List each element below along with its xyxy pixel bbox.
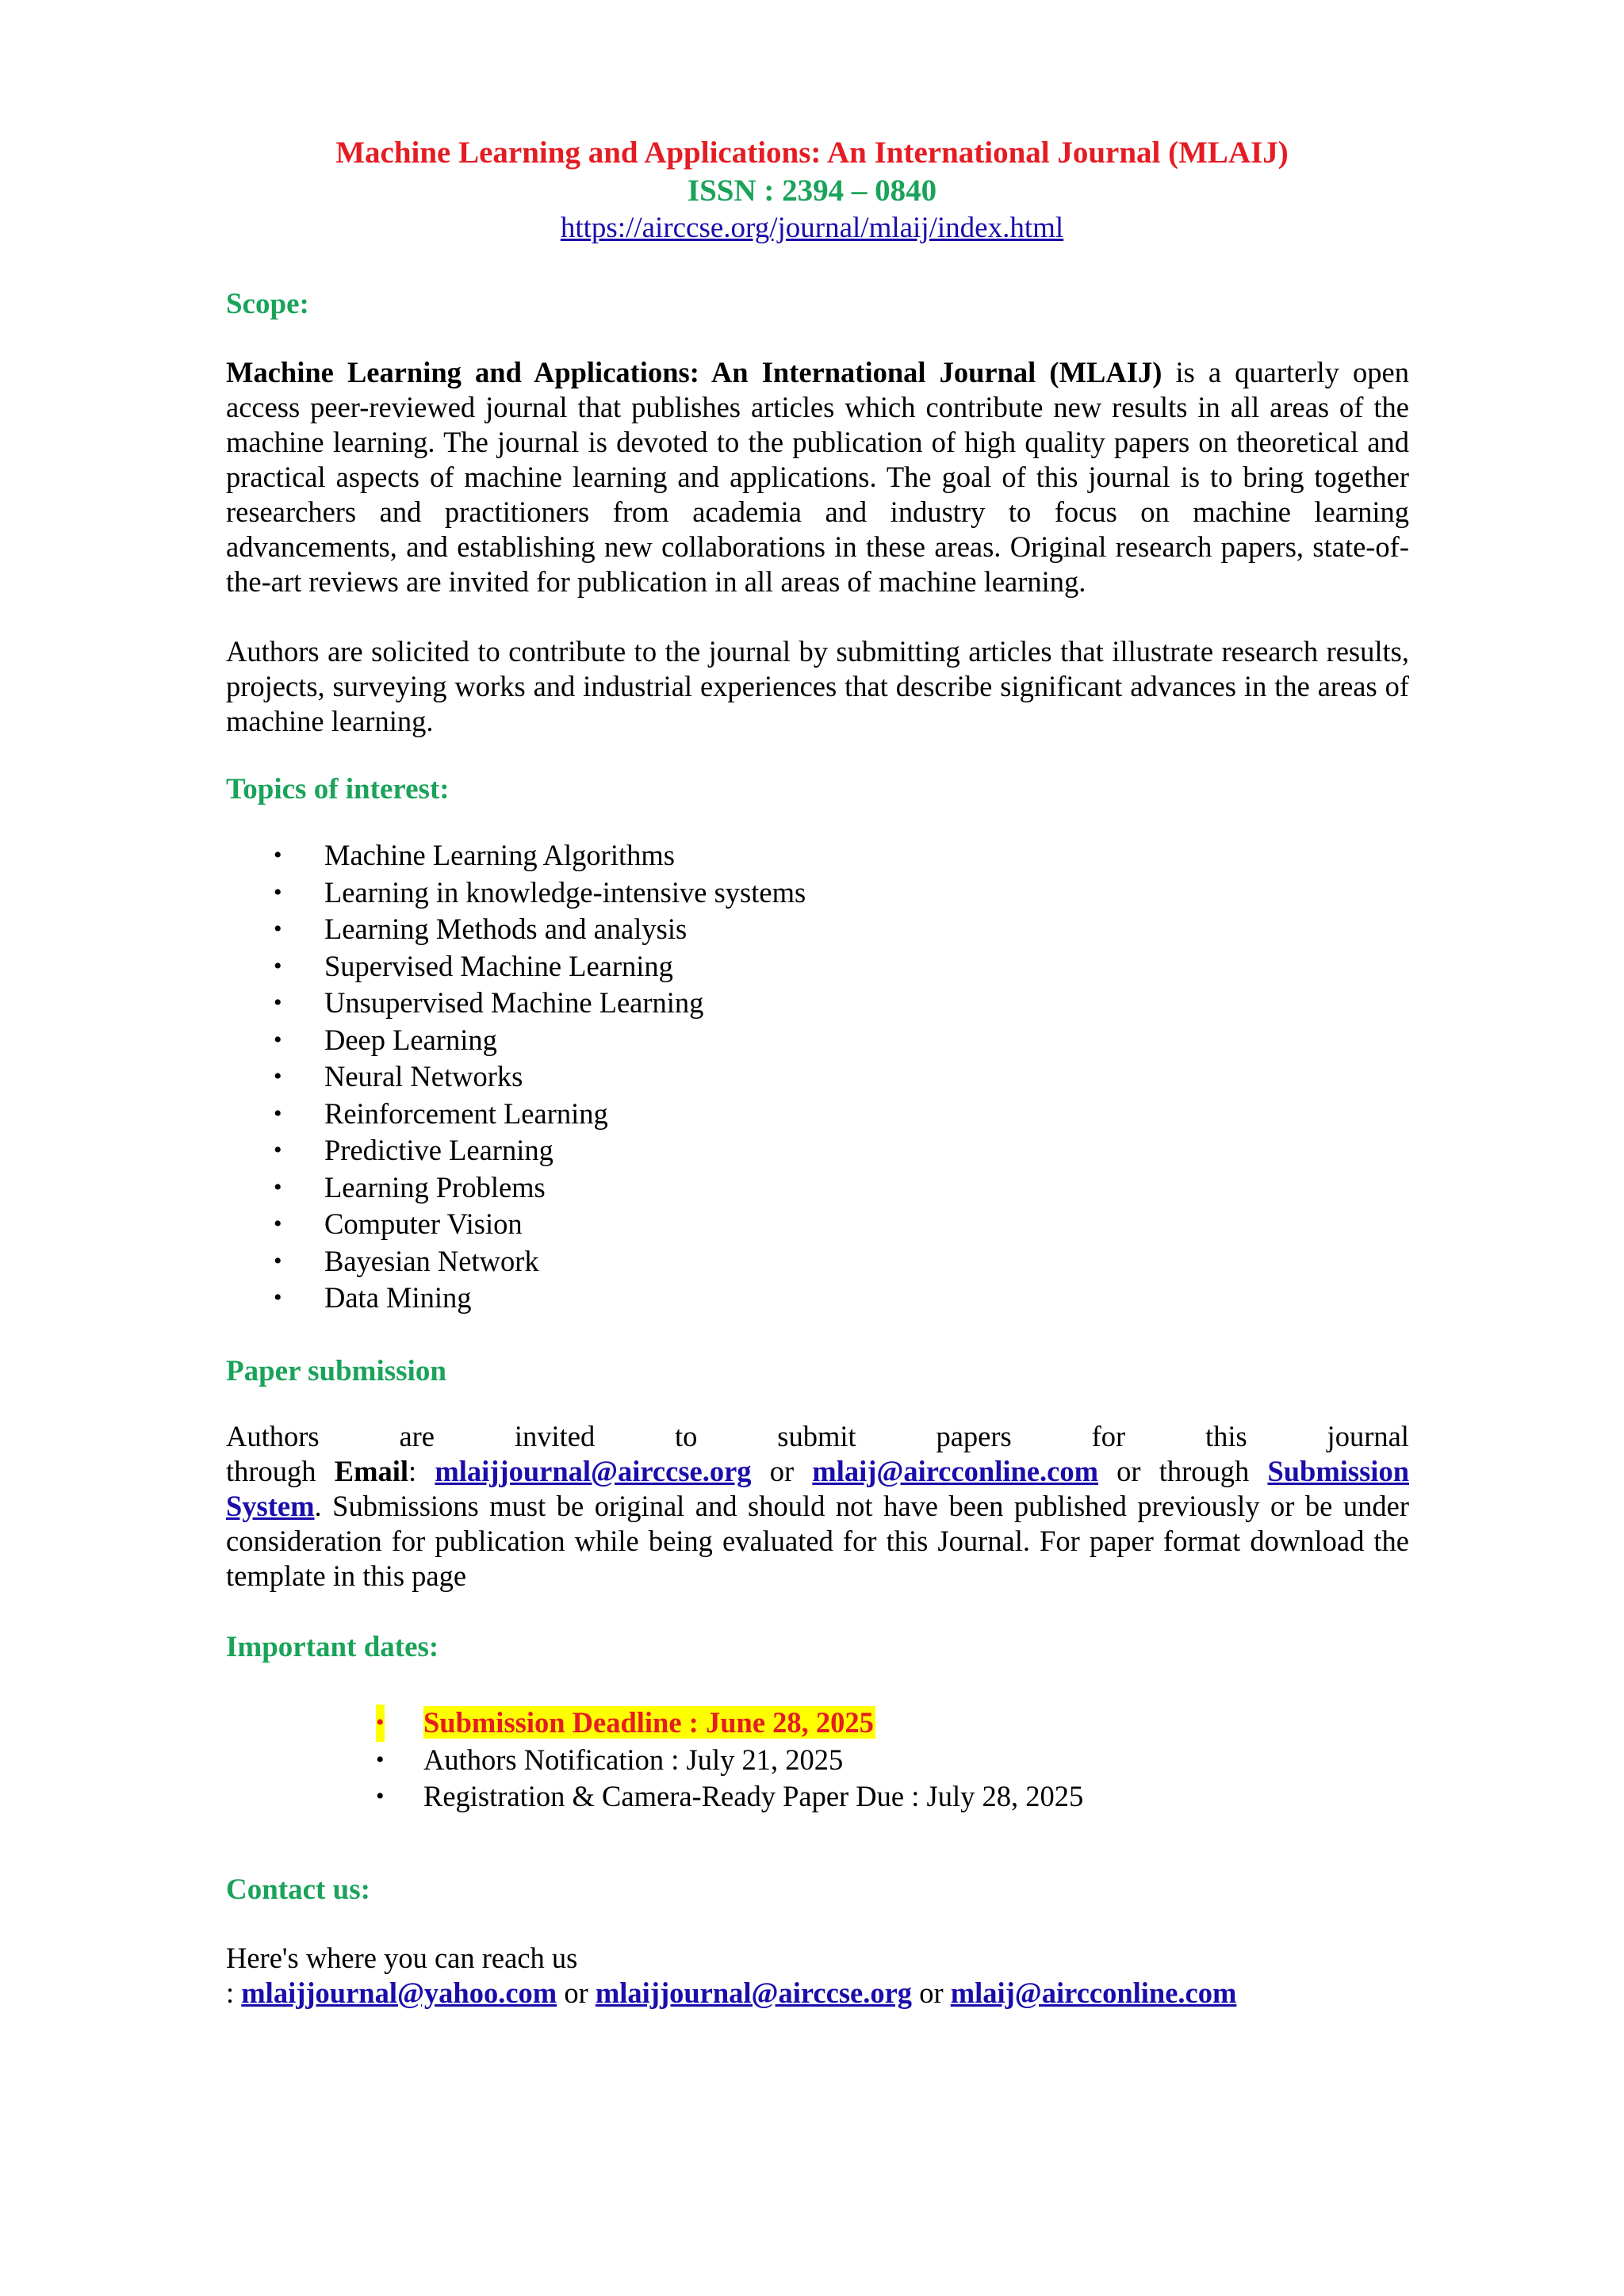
notification-item: • Authors Notification : July 21, 2025 xyxy=(373,1742,1083,1779)
list-item: • Computer Vision xyxy=(226,1206,806,1243)
email-label: Email xyxy=(334,1455,409,1487)
bullet-icon: • xyxy=(274,1211,282,1237)
list-item: • Predictive Learning xyxy=(226,1132,806,1169)
scope-journal-name: Machine Learning and Applications: An International Journal (MLAIJ) xyxy=(226,356,1162,388)
authors-paragraph: Authors are solicited to contribute to the journal by submitting articles that illustrate research results, projects, surveying works and industrial experiences that describe significant advances in the areas of machine learning. xyxy=(226,635,1409,737)
list-item: • Bayesian Network xyxy=(226,1243,806,1280)
bullet-icon: • xyxy=(274,1284,282,1311)
list-item: • Reinforcement Learning xyxy=(226,1096,806,1133)
bullet-icon: • xyxy=(274,842,282,868)
contact-email-link-2[interactable]: mlaijjournal@airccse.org xyxy=(595,1976,913,2009)
submission-first-line: Authors are invited to submit papers for this journal xyxy=(226,1420,1409,1452)
list-item: • Learning Methods and analysis xyxy=(226,911,806,948)
list-item: • Unsupervised Machine Learning xyxy=(226,985,806,1022)
journal-url-link[interactable]: https://airccse.org/journal/mlaij/index.html xyxy=(560,212,1064,244)
bullet-icon: • xyxy=(274,989,282,1016)
list-item: • Machine Learning Algorithms xyxy=(226,837,806,874)
scope-paragraph xyxy=(226,355,1409,599)
submission-deadline: Submission Deadline : June 28, 2025 xyxy=(423,1706,874,1739)
list-item: • Supervised Machine Learning xyxy=(226,948,806,985)
list-item: • Neural Networks xyxy=(226,1058,806,1096)
registration-item: • Registration & Camera-Ready Paper Due : July 28, 2025 xyxy=(373,1778,1083,1816)
deadline-item xyxy=(373,1705,1083,1742)
bullet-icon: • xyxy=(274,916,282,942)
bullet-icon: • xyxy=(274,1173,282,1200)
list-item: • Data Mining xyxy=(226,1280,806,1317)
list-item: • Learning in knowledge-intensive systems xyxy=(226,874,806,912)
contact-line-1: Here's where you can reach us xyxy=(226,1942,578,1974)
list-item: • Learning Problems xyxy=(226,1169,806,1207)
submission-paragraph: through Email: mlaijjournal@airccse.org or mlaij@aircconline.com or through Submission System. Submissions must be original and should not have been published previously or be under consideration for publication while being evaluated for this Journal. For paper format download the template in this page xyxy=(226,1455,1409,1592)
scope-heading: Scope: xyxy=(226,288,309,320)
submission-email-link-1[interactable]: mlaijjournal@airccse.org xyxy=(435,1455,752,1487)
contact-email-link-3[interactable]: mlaij@aircconline.com xyxy=(950,1976,1237,2009)
bullet-icon: • xyxy=(376,1783,385,1809)
bullet-icon: • xyxy=(274,1026,282,1053)
contact-line-2: : mlaijjournal@yahoo.com or mlaijjournal@airccse.org or mlaij@aircconline.com xyxy=(226,1976,1237,2009)
contact-heading: Contact us: xyxy=(226,1873,370,1906)
journal-title: Machine Learning and Applications: An International Journal (MLAIJ) xyxy=(335,136,1289,170)
dates-list xyxy=(373,1705,1083,1816)
scope-description: is a quarterly open access peer-reviewed journal that publishes articles which contribute new results in all areas of the machine learning. The journal is devoted to the publication of high quality papers on theoretical and practical aspects of machine learning and applications. The goal of this journal is to bring together researchers and practitioners from academia and industry to focus on machine learning advancements, and establishing new collaborations in these areas. Original research papers, state-of-the-art reviews are invited for publication in all areas of machine learning. xyxy=(226,356,1409,598)
contact-email-link-1[interactable]: mlaijjournal@yahoo.com xyxy=(241,1976,557,2009)
submission-system-link[interactable]: Submission System xyxy=(226,1455,1409,1522)
bullet-icon: • xyxy=(274,878,282,905)
bullet-icon: • xyxy=(376,1746,385,1773)
list-item: • Deep Learning xyxy=(226,1022,806,1059)
bullet-icon: • xyxy=(274,1100,282,1127)
bullet-icon: • xyxy=(274,1063,282,1089)
journal-issn: ISSN : 2394 – 0840 xyxy=(687,174,937,208)
submission-email-link-2[interactable]: mlaij@aircconline.com xyxy=(812,1455,1098,1487)
bullet-icon: • xyxy=(274,1137,282,1163)
dates-heading: Important dates: xyxy=(226,1631,439,1663)
submission-heading: Paper submission xyxy=(226,1355,446,1387)
bullet-icon: • xyxy=(274,1247,282,1274)
topics-heading: Topics of interest: xyxy=(226,773,450,806)
topics-list xyxy=(226,837,806,1317)
bullet-icon: • xyxy=(274,952,282,979)
bullet-icon: • xyxy=(376,1705,385,1742)
